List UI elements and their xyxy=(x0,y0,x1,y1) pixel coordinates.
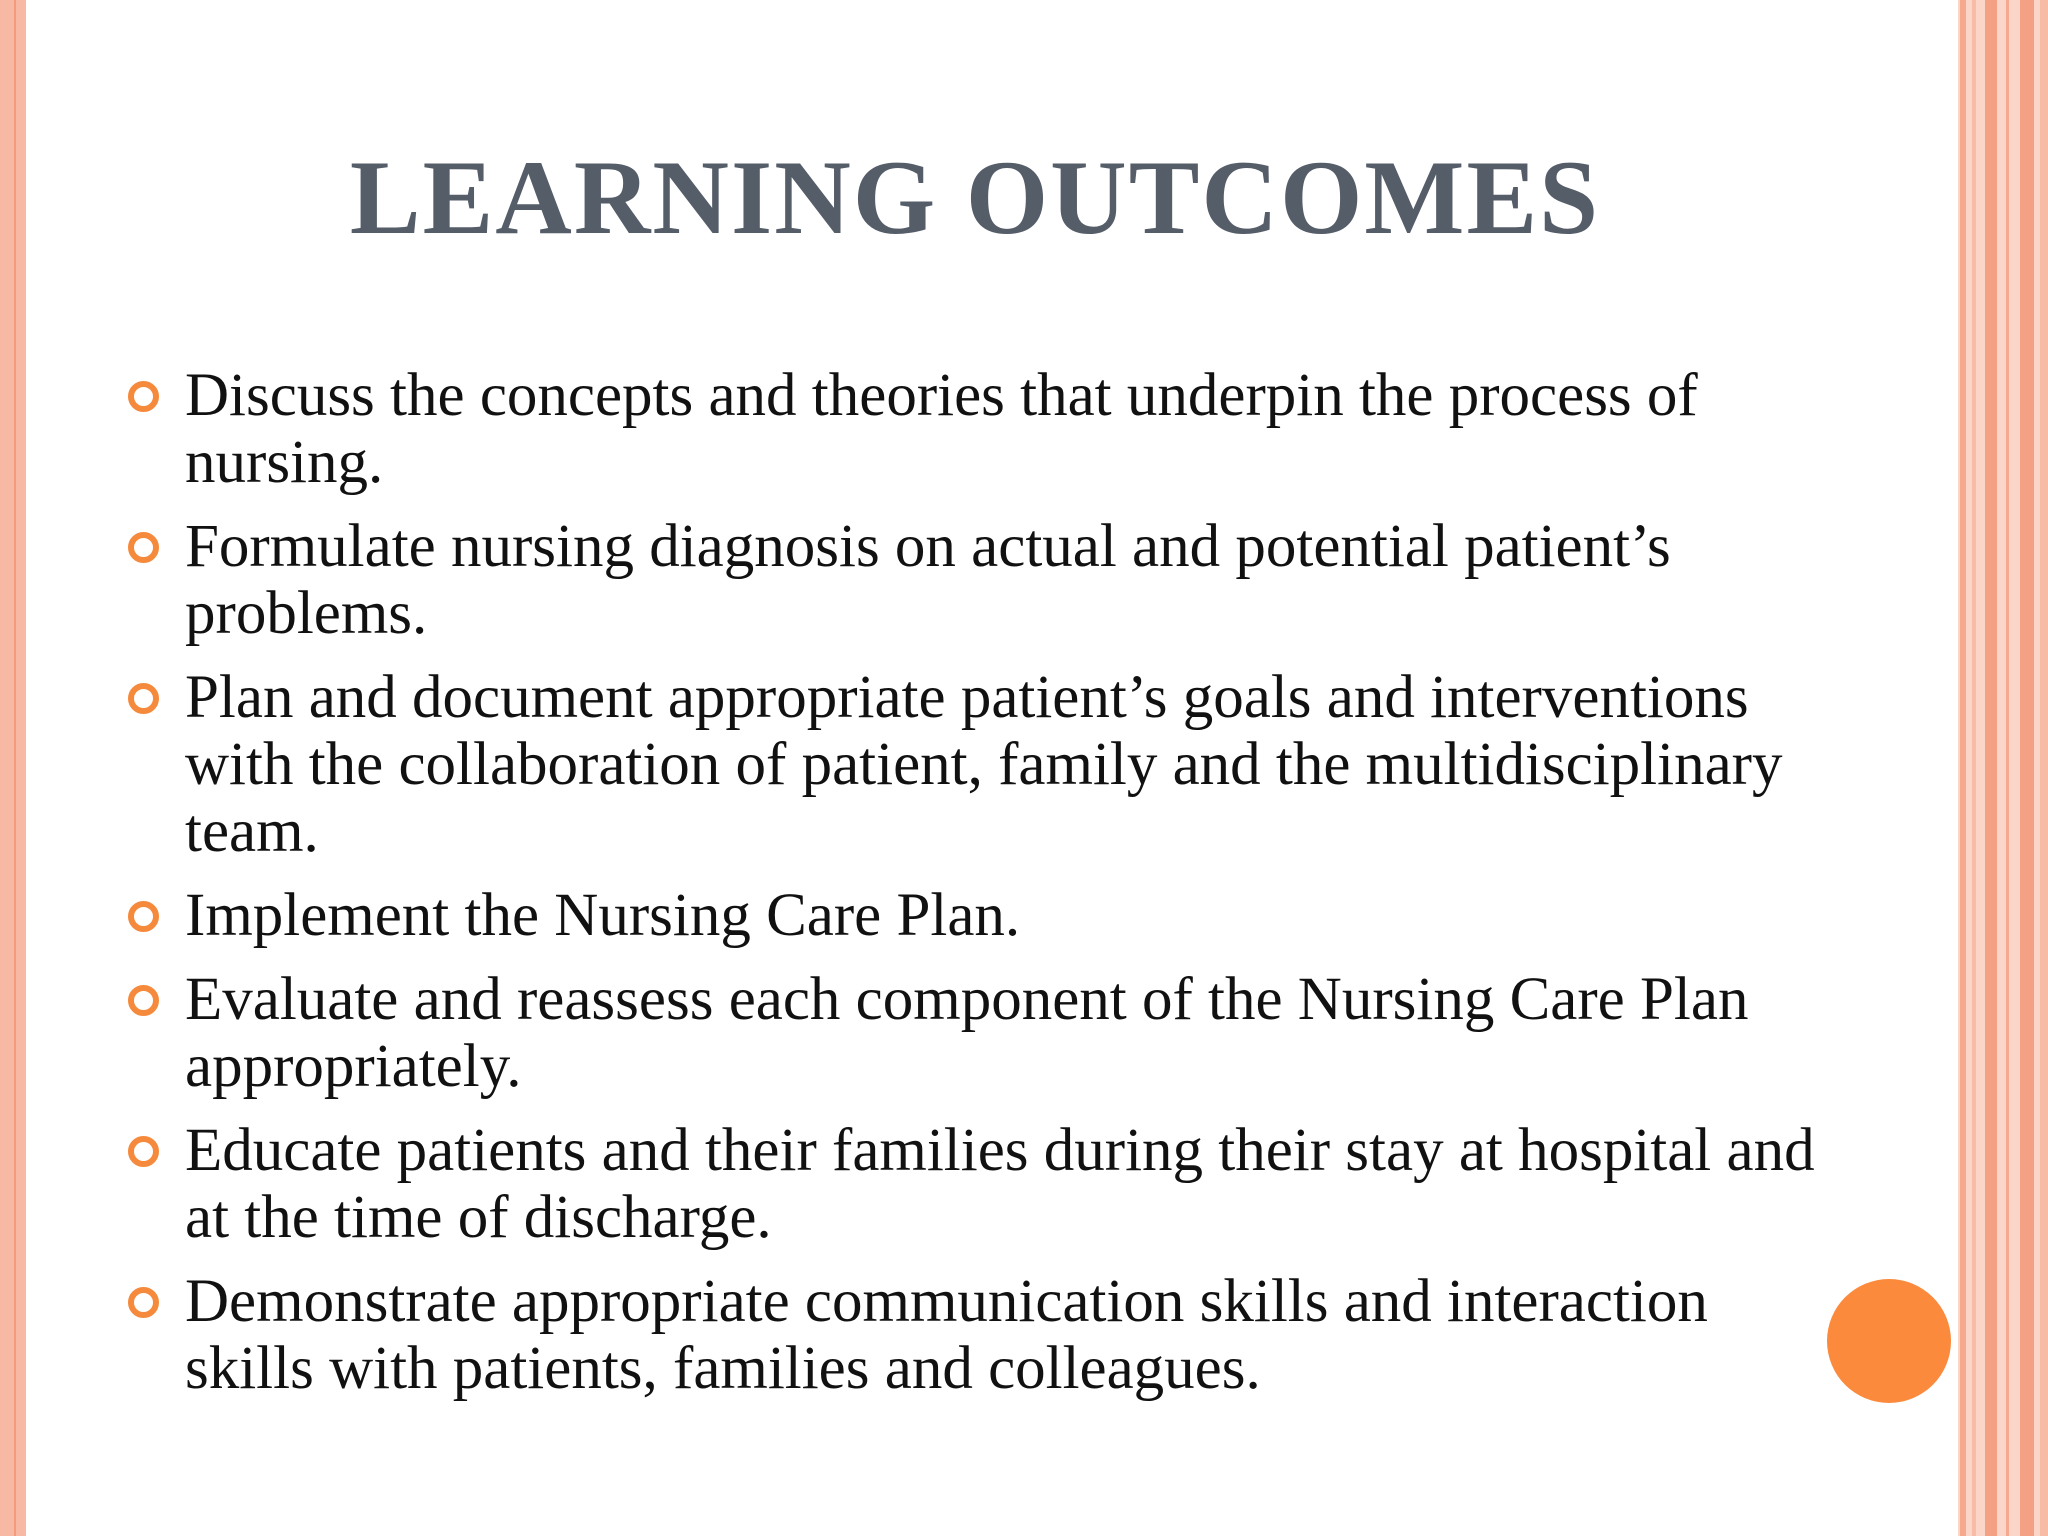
ring-bullet-icon xyxy=(128,381,159,412)
outcome-text: Educate patients and their families during their stay at hospital and at the time of discharge. xyxy=(185,1117,1815,1251)
ring-bullet-icon xyxy=(128,532,159,563)
right-border-line xyxy=(1985,0,1997,1536)
ring-bullet-icon xyxy=(128,683,159,714)
outcome-item xyxy=(128,513,1828,647)
slide-title: LEARNING OUTCOMES xyxy=(349,139,1601,256)
outcome-item xyxy=(128,1268,1828,1402)
outcome-text: Formulate nursing diagnosis on actual and potential patient’s problems. xyxy=(185,513,1671,647)
right-border-line xyxy=(2040,0,2048,1536)
ring-bullet-icon xyxy=(128,985,159,1016)
outcomes-list xyxy=(128,362,1828,1419)
right-border-line xyxy=(2006,0,2009,1536)
left-border-line xyxy=(14,0,16,1536)
outcome-text: Implement the Nursing Care Plan. xyxy=(185,882,1021,949)
right-border-line xyxy=(1972,0,1976,1536)
ring-bullet-icon xyxy=(128,1287,159,1318)
outcome-item xyxy=(128,966,1828,1100)
outcome-text: Plan and document appropriate patient’s goals and interventions with the collaboration of patient, family and the multidisciplinary team. xyxy=(185,664,1783,865)
outcome-item xyxy=(128,1117,1828,1251)
right-border-line xyxy=(2020,0,2034,1536)
outcome-text: Demonstrate appropriate communication skills and interaction skills with patients, families and colleagues. xyxy=(185,1268,1708,1402)
outcome-text: Evaluate and reassess each component of the Nursing Care Plan appropriately. xyxy=(185,966,1749,1100)
ring-bullet-icon xyxy=(128,1136,159,1167)
decorative-circle xyxy=(1827,1279,1951,1403)
outcome-item xyxy=(128,882,1828,949)
ring-bullet-icon xyxy=(128,901,159,932)
left-border-stripe xyxy=(0,0,26,1536)
outcome-item xyxy=(128,362,1828,496)
outcome-item xyxy=(128,664,1828,865)
right-border-line xyxy=(1960,0,1966,1536)
outcome-text: Discuss the concepts and theories that underpin the process of nursing. xyxy=(185,362,1698,496)
